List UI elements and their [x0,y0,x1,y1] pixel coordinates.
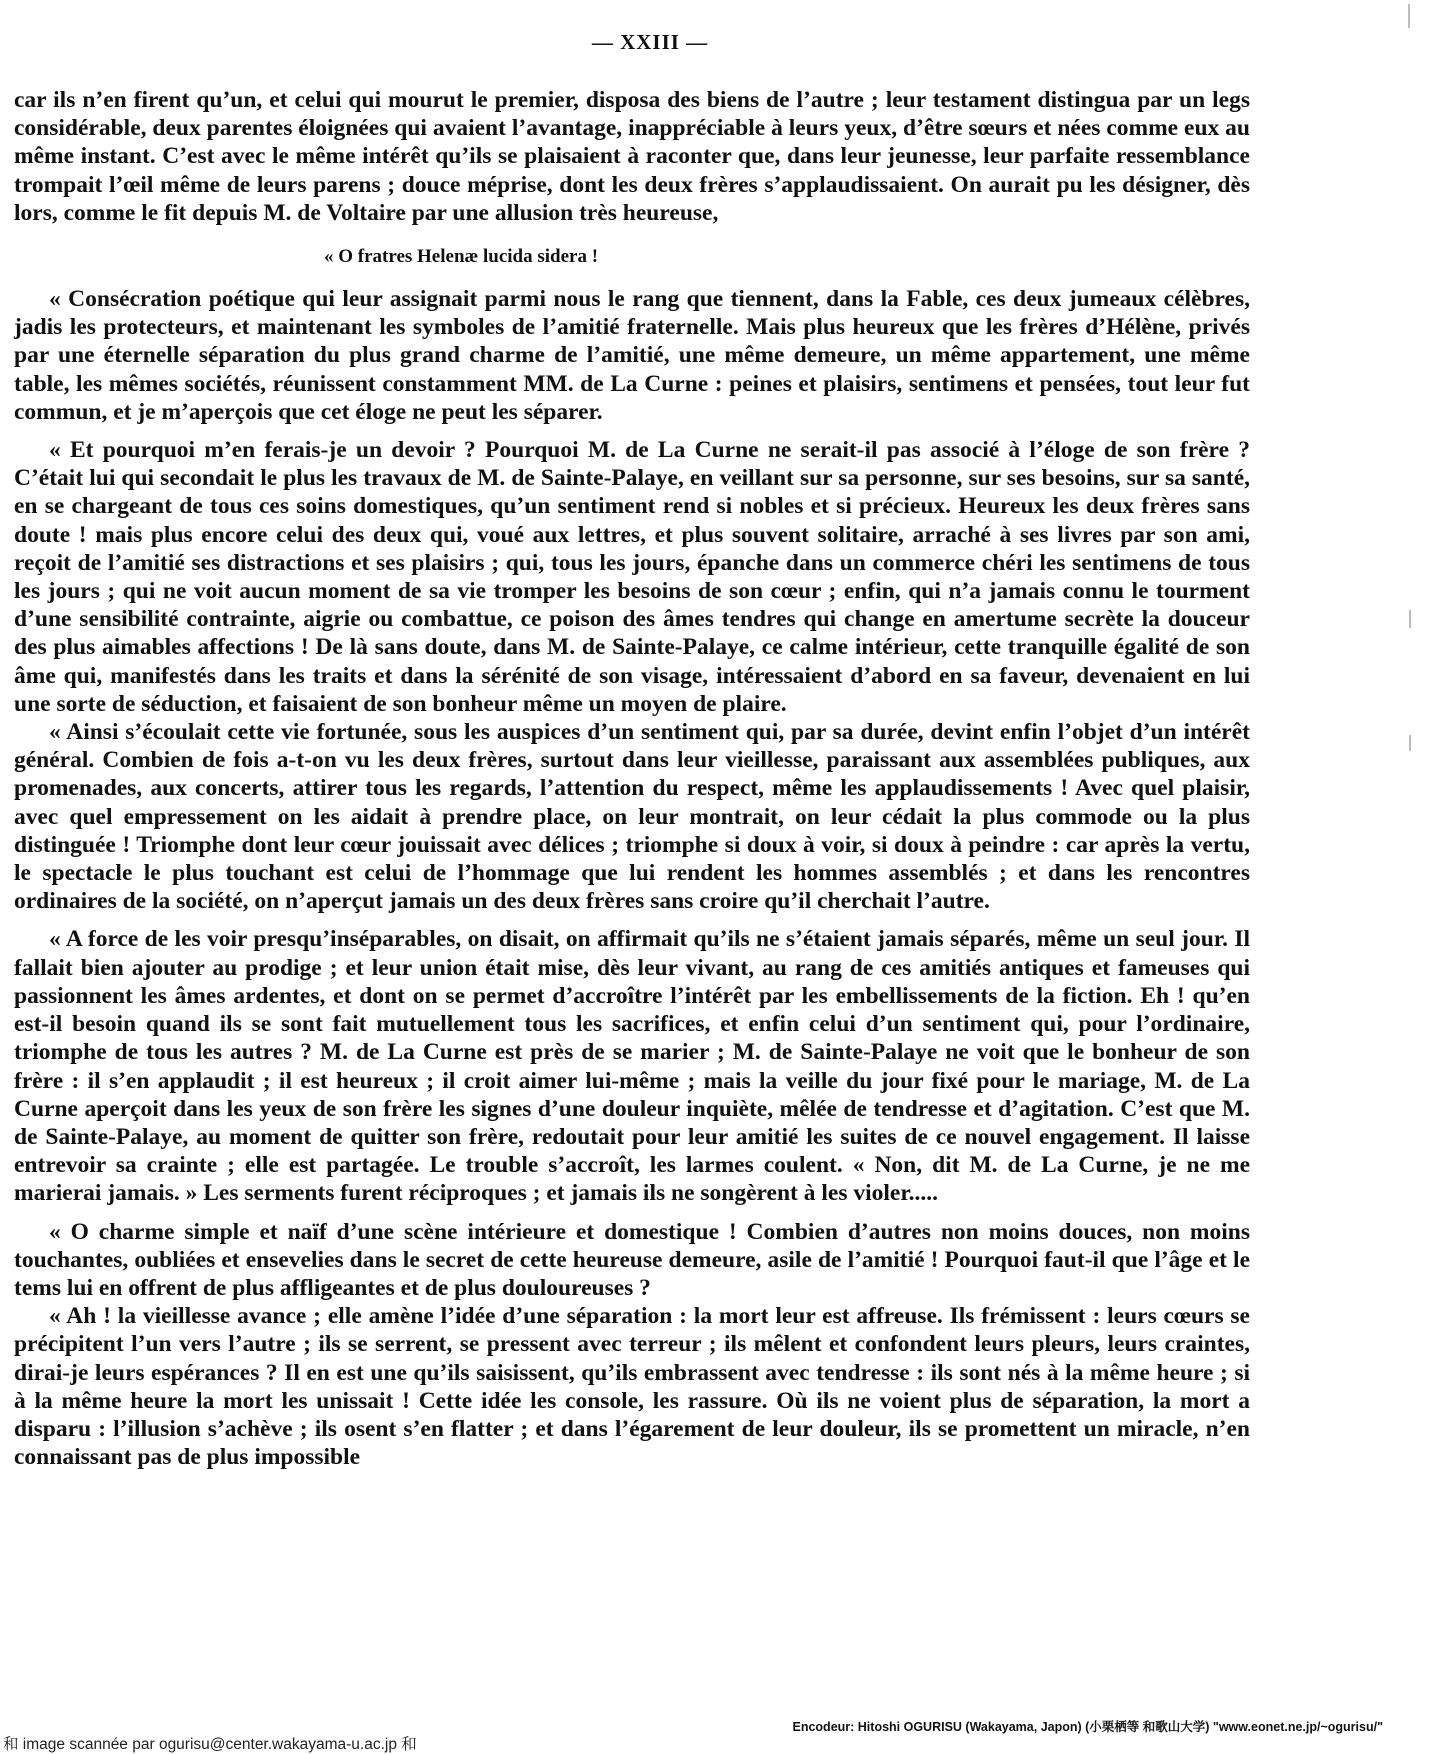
scan-note: 和 image scannée par ogurisu@center.wakayama-u.ac.jp 和 [3,1736,417,1753]
paragraph-3: « Et pourquoi m’en ferais-je un devoir ? Pourquoi M. de La Curne ne serait-il pas associé à l’éloge de son frère ? C’était lui qui secondait le plus les travaux de M. de Sainte-Palaye, en veillant sur sa personne, sur ses besoins, sur sa santé, en se chargeant de tous ces soins domestiques, qu’un sentiment rend si nobles et si précieux. Heureux les deux frères sans doute ! mais plus encore celui des deux qui, voué aux lettres, et plus souvent solitaire, arraché à ses livres par son ami, reçoit de l’amitié ses distractions et ses plaisirs ; qui, tous les jours, épanche dans un commerce chéri les sentimens de tous les jours ; qui ne voit aucun moment de sa vie tromper les besoins de son cœur ; enfin, qui n’a jamais connu le tourment d’une sensibilité contrainte, aigrie ou combattue, ce poison des âmes tendres qui change en amertume secrète la douceur des plus aimables affections ! De là sans doute, dans M. de Sainte-Palaye, ce calme intérieur, cette tranquille égalité de son âme qui, manifestés dans les traits et dans la sérénité de son visage, intéressaient d’abord en sa faveur, devenaient en lui une sorte de séduction, et faisaient de son bonheur même un moyen de plaire. [14,437,1250,717]
scan-edge-mark [1408,4,1410,28]
paragraph-1: car ils n’en firent qu’un, et celui qui mourut le premier, disposa des biens de l’autre ; leur testament distingua par un legs considérable, deux parentes éloignées qui avaient l’avantage, inappréciable à leurs yeux, d’être sœurs et nées comme eux au même instant. C’est avec le même intérêt qu’ils se plaisaient à raconter que, dans leur jeunesse, leur parfaite ressemblance trompait l’œil même de leurs parens ; douce méprise, dont les deux frères s’applaudissaient. On aurait pu les désigner, dès lors, comme le fit depuis M. de Voltaire par une allusion très heureuse, [14,87,1250,226]
scan-edge-mark [1409,735,1411,751]
encoder-credit: Encodeur: Hitoshi OGURISU (Wakayama, Japon) (小栗栖等 和歌山大学) "www.eonet.ne.jp/~ogurisu/" [792,1720,1383,1734]
paragraph-7: « Ah ! la vieillesse avance ; elle amène l’idée d’une séparation : la mort leur est affreuse. Ils frémissent : leurs cœurs se précipitent l’un vers l’autre ; ils se serrent, se pressent avec terreur ; ils mêlent et confondent leurs pleurs, leurs craintes, dirai-je leurs espérances ? Il en est une qu’ils saisissent, qu’ils embrassent avec tendresse : ils sont nés à la même heure ; si à la même heure la mort les unissait ! Cette idée les console, les rassure. Où ils ne voient plus de séparation, la mort a disparu : l’illusion s’achève ; ils osent s’en flatter ; et dans l’égarement de leur douleur, ils se promettent un miracle, n’en connaissant pas de plus impossible [14,1303,1250,1471]
scan-edge-mark [1409,610,1411,628]
paragraph-6: « O charme simple et naïf d’une scène intérieure et domestique ! Combien d’autres non moins douces, non moins touchantes, oubliées et ensevelies dans le secret de cette heureuse demeure, asile de l’amitié ! Pourquoi faut-il que l’âge et le tems lui en offrent de plus affligeantes et de plus douloureuses ? [14,1218,1250,1301]
page-number: — XXIII — [591,30,709,54]
paragraph-4: « Ainsi s’écoulait cette vie fortunée, sous les auspices d’un sentiment qui, par sa durée, devint enfin l’objet d’un intérêt général. Combien de fois a-t-on vu les deux frères, surtout dans leur vieillesse, paraissant aux assemblées publiques, aux promenades, aux concerts, attirer tous les regards, l’attention du respect, même les applaudissements ! Avec quel plaisir, avec quel empressement on les aidait à prendre place, on leur montrait, on leur cédait la plus commode ou la plus distinguée ! Triomphe dont leur cœur jouissait avec délices ; triomphe si doux à voir, si doux à peindre : car après la vertu, le spectacle le plus touchant est celui de l’hommage que lui rendent les hommes assemblés ; et dans les rencontres ordinaires de la société, on n’aperçut jamais un des deux frères sans croire qu’il cherchait l’autre. [14,719,1250,915]
paragraph-2: « Consécration poétique qui leur assignait parmi nous le rang que tiennent, dans la Fable, ces deux jumeaux célèbres, jadis les protecteurs, et maintenant les symboles de l’amitié fraternelle. Mais plus heureux que les frères d’Hélène, privés par une éternelle séparation du plus grand charme de l’amitié, une même demeure, un même appartement, une même table, les mêmes sociétés, réunissent constamment MM. de La Curne : peines et plaisirs, sentimens et pensées, tout leur fut commun, et je m’aperçois que cet éloge ne peut les séparer. [14,286,1250,425]
body-text [14,86,1250,1471]
latin-quote: « O fratres Helenæ lucida sidera ! [324,246,599,268]
paragraph-5: « A force de les voir presqu’inséparables, on disait, on affirmait qu’ils ne s’étaient jamais séparés, même un seul jour. Il fallait bien ajouter au prodige ; et leur union était mise, dès leur vivant, au rang de ces amitiés antiques et fameuses qui passionnent les âmes ardentes, et dont on se permet d’accroître l’intérêt par les embellissements de la fiction. Eh ! qu’en est-il besoin quand ils se sont fait mutuellement tous les sacrifices, et enfin celui d’un sentiment qui, pour l’ordinaire, triomphe de tous les autres ? M. de La Curne est près de se marier ; M. de Sainte-Palaye ne voit que le bonheur de son frère : il s’en applaudit ; il est heureux ; il croit aimer lui-même ; mais la veille du jour fixé pour le mariage, M. de La Curne aperçoit dans les yeux de son frère les signes d’une douleur inquiète, mêlée de tendresse et d’agitation. C’est que M. de Sainte-Palaye, au moment de quitter son frère, redoutait pour leur amitié les suites de ce nouvel engagement. Il laisse entrevoir sa crainte ; elle est partagée. Le trouble s’accroît, les larmes coulent. « Non, dit M. de La Curne, je ne me marierai jamais. » Les serments furent réciproques ; et jamais ils ne songèrent à les violer..... [14,926,1250,1207]
